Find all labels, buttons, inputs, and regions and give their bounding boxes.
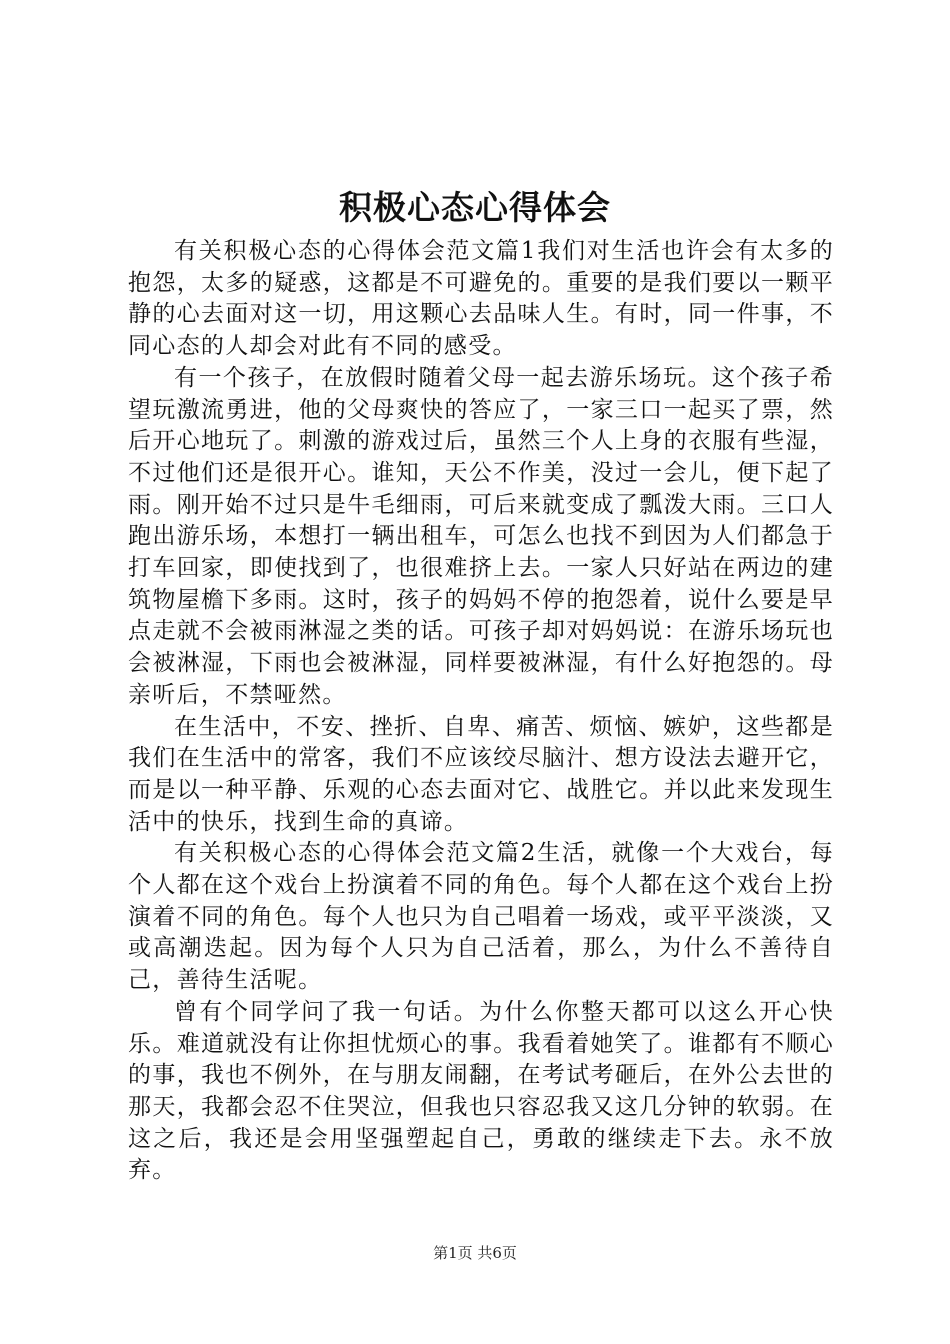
paragraph-1: 有关积极心态的心得体会范文篇1我们对生活也许会有太多的抱怨，太多的疑惑，这都是不可避免的。重要的是我们要以一颗平静的心去面对这一切，用这颗心去品味人生。有时，同一件事，不同心态的人却会对此有不同的感受。 bbox=[128, 238, 834, 360]
paragraph-3: 在生活中，不安、挫折、自卑、痛苦、烦恼、嫉妒，这些都是我们在生活中的常客，我们不应该绞尽脑汁、想方设法去避开它，而是以一种平静、乐观的心态去面对它、战胜它。并以此来发现生活中的快乐，找到生命的真谛。 bbox=[128, 713, 834, 835]
paragraph-2: 有一个孩子，在放假时随着父母一起去游乐场玩。这个孩子希望玩激流勇进，他的父母爽快的答应了，一家三口一起买了票，然后开心地玩了。刺激的游戏过后，虽然三个人上身的衣服有些湿，不过他们还是很开心。谁知，天公不作美，没过一会儿，便下起了雨。刚开始不过只是牛毛细雨，可后来就变成了瓢泼大雨。三口人跑出游乐场，本想打一辆出租车，可怎么也找不到因为人们都急于打车回家，即使找到了，也很难挤上去。一家人只好站在两边的建筑物屋檐下多雨。这时，孩子的妈妈不停的抱怨着，说什么要是早点走就不会被雨淋湿之类的话。可孩子却对妈妈说：在游乐场玩也会被淋湿，下雨也会被淋湿，同样要被淋湿，有什么好抱怨的。母亲听后，不禁哑然。 bbox=[128, 364, 834, 708]
paragraph-5: 曾有个同学问了我一句话。为什么你整天都可以这么开心快乐。难道就没有让你担忧烦心的事。我看着她笑了。谁都有不顺心的事，我也不例外，在与朋友闹翻，在考试考砸后，在外公去世的那天，我都会忍不住哭泣，但我也只容忍我又这几分钟的软弱。在这之后，我还是会用坚强塑起自己，勇敢的继续走下去。永不放弃。 bbox=[128, 998, 834, 1184]
page-footer: 第1页 共6页 bbox=[433, 1244, 517, 1262]
paragraph-4: 有关积极心态的心得体会范文篇2生活，就像一个大戏台，每个人都在这个戏台上扮演着不同的角色。每个人都在这个戏台上扮演着不同的角色。每个人也只为自己唱着一场戏，或平平淡淡，又或高潮迭起。因为每个人只为自己活着，那么，为什么不善待自己，善待生活呢。 bbox=[128, 840, 834, 994]
document-body bbox=[128, 236, 834, 1187]
document-title: 积极心态心得体会 bbox=[339, 188, 611, 227]
